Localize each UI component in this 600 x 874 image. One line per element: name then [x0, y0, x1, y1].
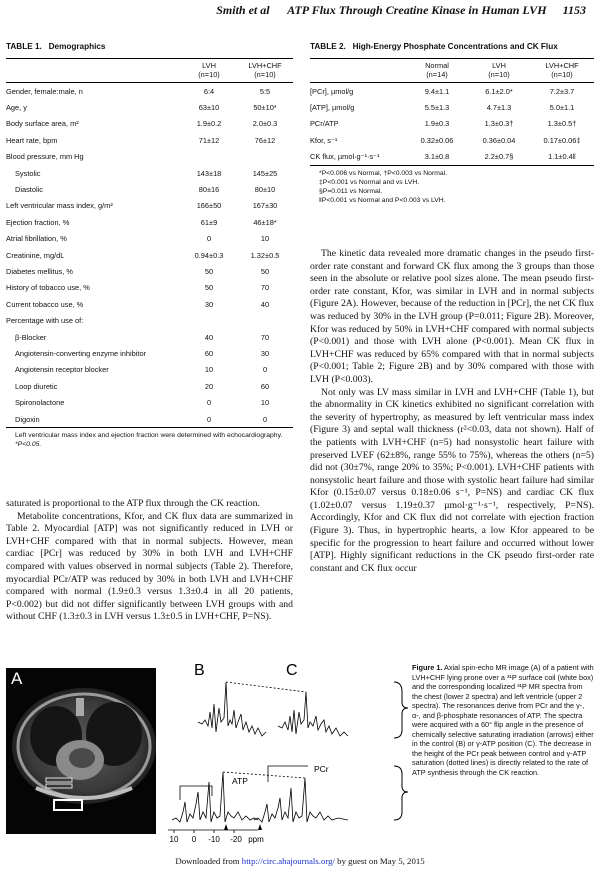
table2-cell-lvh: 6.1±2.0*	[485, 86, 513, 96]
table1-cell-chf	[237, 312, 293, 328]
table1-row-label: Blood pressure, mm Hg	[6, 152, 84, 162]
table1-cell-lvh: 143±18	[196, 168, 222, 178]
table2	[310, 42, 594, 205]
spectrum-b-upper	[198, 682, 266, 736]
table1-cell-lvh: 166±50	[196, 201, 222, 211]
table1-row	[6, 132, 293, 148]
table1-cell-lvh: 80±16	[198, 185, 220, 195]
right-column-text	[310, 248, 594, 575]
table1-row-label: Body surface area, m²	[6, 119, 79, 129]
table1-cell-lvh: 60	[204, 348, 214, 358]
table2-col-lvh: LVH (n=10)	[488, 61, 510, 79]
table1-row	[6, 362, 293, 378]
table1-cell-chf: 2.0±0.3	[252, 119, 278, 129]
axis-unit: ppm	[248, 835, 264, 844]
table1-footnote: Left ventricular mass index and ejection fraction were determined with echocardiography.	[6, 427, 293, 440]
table1-cell-chf: 0	[262, 365, 268, 375]
download-footer	[0, 856, 600, 866]
table1-row	[6, 116, 293, 132]
table2-footnotes	[310, 165, 594, 205]
table1-row	[6, 165, 293, 181]
table2-cell-chf: 1.3±0.5†	[547, 119, 577, 129]
figure1	[6, 662, 409, 850]
table1-row-label: Heart rate, bpm	[6, 135, 58, 145]
panel-a-label: A	[11, 669, 23, 688]
table1-cell-lvh: 6:4	[203, 86, 215, 96]
table1-row	[6, 149, 293, 165]
table1-cell-lvh: 50	[204, 266, 214, 276]
table1-cell-chf: 0	[262, 414, 268, 424]
table2-cell-chf: 0.17±0.06‡	[543, 135, 581, 145]
table1-cell-lvh: 0	[206, 398, 212, 408]
table1-row	[6, 263, 293, 279]
table1-row	[6, 280, 293, 296]
table1-cell-lvh: 10	[204, 365, 214, 375]
table1-row	[6, 296, 293, 312]
spectrum-c-lower	[254, 778, 348, 822]
table1-row	[6, 378, 293, 394]
paragraph: saturated is proportional to the ATP flux through the CK reaction.	[6, 498, 260, 509]
left-column-text	[6, 498, 293, 624]
table2-cell-normal: 1.9±0.3	[424, 119, 450, 129]
table2-row-label: PCr/ATP	[310, 119, 339, 129]
table1-row-label: Percentage with use of:	[6, 316, 84, 326]
table1-row-label: Systolic	[15, 168, 41, 178]
table1-cell-lvh	[181, 312, 237, 328]
spectrum-c-upper	[278, 692, 348, 736]
table1-row-label: Angiotensin-converting enzyme inhibitor	[15, 348, 147, 358]
table1-col-chf: LVH+CHF (n=10)	[248, 61, 282, 79]
table1-row	[6, 231, 293, 247]
table1-row-label: Gender, female:male, n	[6, 86, 83, 96]
table1-col-lvh: LVH (n=10)	[198, 61, 220, 79]
table1-cell-lvh: 63±10	[198, 103, 220, 113]
table1-cell-chf: 50±10*	[253, 103, 277, 113]
table1-row-label: Diastolic	[15, 185, 43, 195]
table1-row	[6, 394, 293, 410]
axis-tick: 10	[169, 835, 179, 844]
axis-tick: -10	[208, 835, 220, 844]
axis-tick: -20	[230, 835, 242, 844]
table1-row	[6, 329, 293, 345]
table1-row-label: Ejection fraction, %	[6, 217, 70, 227]
table1-row-label: History of tobacco use, %	[6, 283, 90, 293]
table1-cell-chf: 167±30	[252, 201, 278, 211]
running-title	[216, 3, 586, 18]
table2-footnote: ‡P<0.001 vs Normal and vs LVH.	[319, 178, 420, 186]
table1-row	[6, 411, 293, 427]
table1-cell-chf: 50	[260, 266, 270, 276]
panel-b-label: B	[194, 662, 205, 679]
table1-cell-chf: 145±25	[252, 168, 278, 178]
table1-cell-lvh: 1.9±0.2	[196, 119, 222, 129]
atp-label: ATP	[232, 776, 248, 786]
table1-row-label: Spironolactone	[15, 398, 65, 408]
table2-footnote: *P<0.006 vs Normal, †P<0.003 vs Normal.	[319, 169, 448, 177]
table1-row	[6, 198, 293, 214]
table1-cell-chf: 10	[260, 234, 270, 244]
caption-text: Axial spin-echo MR image (A) of a patient with LVH+CHF lying prone over a ³¹P surface coil (white box) and the corresponding localized ³¹P MR spectra from the chest (lower 2 spectra) and left ventricle (upper 2 spectra). The resonances derive from PCr and the γ-, α-, and β-phosphate resonances of ATP. The spectra were acquired with a 60° flip angle in the presence of chemically selective saturating irradiation (arrows) either in the control (B) or γ-ATP position (C). The decrease in the height of the PCr peak between control and γ-ATP saturation (dotted lines) is directly related to the rate of ATP synthesis through the CK reaction.	[412, 663, 594, 777]
table2-row	[310, 83, 594, 100]
table1-cell-lvh: 61±9	[200, 217, 218, 227]
axis-tick: 0	[191, 835, 197, 844]
table2-cell-normal: 0.32±0.06	[420, 135, 454, 145]
table2-row-label: CK flux, µmol·g⁻¹·s⁻¹	[310, 152, 380, 162]
table1-row-label: Loop diuretic	[15, 381, 58, 391]
table2-cell-chf: 5.0±1.1	[549, 103, 575, 113]
table1-row-label: Diabetes mellitus, %	[6, 266, 73, 276]
table1-row-label: Current tobacco use, %	[6, 299, 84, 309]
table2-row-label: [PCr], µmol/g	[310, 86, 354, 96]
table1-grid	[6, 58, 293, 427]
table1-cell-lvh: 0.94±0.3	[194, 250, 224, 260]
table1-footnote-p: *P<0.05.	[15, 441, 42, 449]
table1-cell-lvh: 30	[204, 299, 214, 309]
paragraph: Metabolite concentrations, Kfor, and CK flux data are summarized in Table 2. Myocardial [ATP] was not significantly reduced in LVH or LVH+CHF compared with that in normal subjects. However, mean cardiac [PCr] was reduced by 30% in both LVH and LVH+CHF compared with values observed in normal subjects (Table 2). Therefore, myocardial PCr/ATP was reduced by 30% in both LVH and LVH+CHF compared with normal (1.9±0.3 versus 1.3±0.4 in all 20 patients, P<0.002) but did not differ significantly between LVH groups with and without CHF (1.3±0.3 in LVH versus 1.3±0.5 in LVH+CHF, P=NS).	[6, 510, 293, 623]
table1-row-label: Digoxin	[15, 414, 40, 424]
mr-image	[6, 668, 156, 834]
table1-cell-chf: 5:5	[259, 86, 271, 96]
table1-cell-chf: 10	[260, 398, 270, 408]
table1-row	[6, 99, 293, 115]
table2-cell-normal: 5.5±1.3	[424, 103, 450, 113]
table1-row-label: β-Blocker	[15, 332, 47, 342]
table1-row-label: Creatinine, mg/dL	[6, 250, 65, 260]
table1-cell-lvh: 50	[204, 283, 214, 293]
table1-row-label: Age, y	[6, 103, 27, 113]
table2-cell-lvh: 0.36±0.04	[482, 135, 516, 145]
pcr-label: PCr	[314, 764, 329, 774]
table2-cell-chf: 1.1±0.4‖	[548, 152, 576, 162]
table1	[6, 42, 293, 449]
table2-grid	[310, 58, 594, 165]
table2-footnote: ‖P<0.001 vs Normal and P<0.003 vs LVH.	[319, 196, 446, 204]
table1-cell-chf: 60	[260, 381, 270, 391]
table1-row	[6, 312, 293, 328]
table2-title: TABLE 2. High-Energy Phosphate Concentrations and CK Flux	[310, 42, 558, 51]
spectra-graphic	[158, 662, 409, 850]
table2-cell-lvh: 4.7±1.3	[486, 103, 512, 113]
table2-col-normal: Normal (n=14)	[425, 61, 449, 79]
panel-c-label: C	[286, 662, 298, 679]
table1-title: TABLE 1. Demographics	[6, 42, 106, 51]
mr-scan-graphic	[6, 668, 156, 834]
table1-cell-chf: 46±18*	[253, 217, 277, 227]
table1-row	[6, 247, 293, 263]
table1-cell-lvh	[181, 149, 237, 165]
table2-cell-lvh: 2.2±0.7§	[484, 152, 514, 162]
table1-cell-lvh: 0	[206, 414, 212, 424]
table1-row	[6, 214, 293, 230]
table1-cell-chf: 70	[260, 283, 270, 293]
paragraph: The kinetic data revealed more dramatic changes in the pseudo first-order rate constant and forward CK flux among the 3 groups than those seen in the absolute or relative pool sizes alone. The mean pseudo first-order rate constant, Kfor, was similar in LVH and in normal subjects (Figure 2A). However, because of the reduction in [PCr], the net CK flux was reduced by 30% in the LVH group (P=0.011; Figure 2B). Moreover, Kfor was reduced by 50% in LVH+CHF compared with normal subjects (P<0.001) and those with LVH alone (P<0.001). Mean CK flux in LVH+CHF was reduced by 65% compared with that in normal subjects (P<0.001; Table 2; Figure 2B) and by 30% compared with those with LVH (P<0.003).	[310, 248, 594, 385]
table2-col-chf: LVH+CHF (n=10)	[545, 61, 579, 79]
footer-prefix: Downloaded from	[175, 856, 242, 866]
journal-link[interactable]: http://circ.ahajournals.org/	[241, 856, 335, 866]
table1-row	[6, 83, 293, 100]
paragraph: Not only was LV mass similar in LVH and LVH+CHF (Table 1), but the abnormality in CK kinetics exhibited no significant correlation with the severity of hypertrophy, as measured by left ventricular mass index (Figure 3) and septal wall thickness (r²<0.03, data not shown). Half of the patients with LVH+CHF (n=5) had nonsystolic heart failure with preserved LVEF (62±8%, range 55% to 75%), whereas the others (n=5) did not (30±7%, range 20% to 35%; P<0.001). LVH+CHF patients with nonsystolic heart failure and those with systolic heart failure had similar Kfor (0.15±0.07 versus 0.18±0.06 s⁻¹, P=NS) and cardiac CK flux (1.02±0.07 versus 1.19±0.37 µmol·g⁻¹·s⁻¹, respectively, P=NS). Accordingly, Kfor and CK flux did not correlate with ejection fraction (Figure 3). Thus, in hypertrophic hearts, a low Kfor appeared to be specific for the progression to heart failure and occurred without lower [ATP]. Highly significant reductions in the CK pseudo first-order rate constant and CK flux occur	[310, 386, 594, 574]
table1-row	[6, 345, 293, 361]
table1-cell-lvh: 0	[206, 234, 212, 244]
table1-row	[6, 181, 293, 197]
table1-cell-chf: 1.32±0.5	[250, 250, 280, 260]
table2-cell-lvh: 1.3±0.3†	[484, 119, 514, 129]
running-title-text: Smith et al ATP Flux Through Creatine Kinase in Human LVH	[216, 3, 547, 17]
table1-cell-chf: 30	[260, 348, 270, 358]
table1-cell-chf: 70	[260, 332, 270, 342]
table1-cell-lvh: 40	[204, 332, 214, 342]
table1-cell-chf: 80±10	[254, 185, 276, 195]
table2-cell-normal: 3.1±0.8	[424, 152, 450, 162]
table2-row	[310, 149, 594, 165]
table1-cell-lvh: 20	[204, 381, 214, 391]
table1-row-label: Atrial fibrillation, %	[6, 234, 67, 244]
table2-row-label: [ATP], µmol/g	[310, 103, 355, 113]
footer-suffix: by guest on May 5, 2015	[334, 856, 425, 866]
table2-cell-chf: 7.2±3.7	[549, 86, 575, 96]
table1-cell-chf: 76±12	[254, 135, 276, 145]
table2-row	[310, 132, 594, 148]
table2-footnote: §P=0.011 vs Normal.	[319, 187, 383, 195]
table1-cell-chf	[237, 149, 293, 165]
caption-lead: Figure 1.	[412, 663, 443, 672]
table2-cell-normal: 9.4±1.1	[424, 86, 450, 96]
table2-row	[310, 99, 594, 115]
table1-row-label: Angiotensin receptor blocker	[15, 365, 109, 375]
page-number: 1153	[562, 3, 586, 17]
table2-row-label: Kfor, s⁻¹	[310, 135, 338, 145]
table2-row	[310, 116, 594, 132]
figure1-caption	[412, 663, 594, 777]
table1-row-label: Left ventricular mass index, g/m²	[6, 201, 113, 211]
table1-cell-lvh: 71±12	[198, 135, 220, 145]
running-header	[0, 0, 600, 22]
table1-cell-chf: 40	[260, 299, 270, 309]
